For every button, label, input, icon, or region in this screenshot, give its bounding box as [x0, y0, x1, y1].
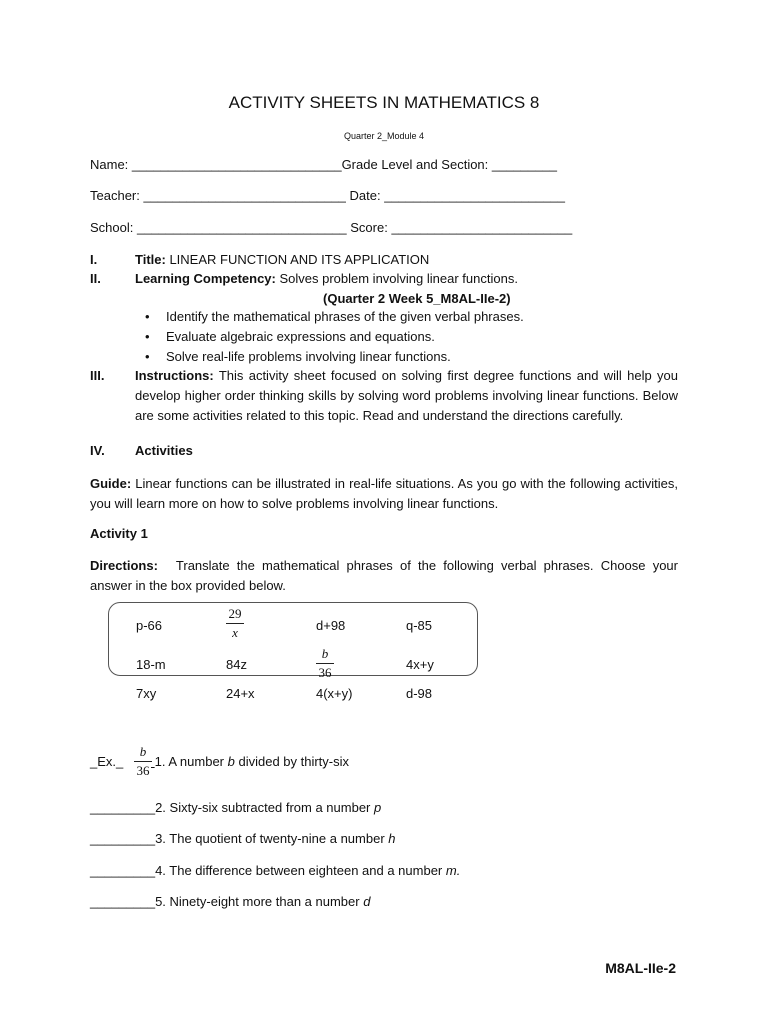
fraction-denominator: 36 [136, 763, 150, 778]
directions-text: Translate the mathematical phrases of the following verbal phrases. Choose your answer in the box provided below. [90, 558, 678, 593]
fraction-bar [134, 761, 152, 762]
answer-blank[interactable]: _________ [90, 831, 156, 846]
question-item-5 [90, 894, 370, 909]
page-title: ACTIVITY SHEETS IN MATHEMATICS 8 [228, 93, 540, 112]
question-variable: m. [445, 863, 461, 878]
bullet-item [145, 349, 451, 364]
fraction-numerator: b [321, 646, 329, 661]
section-title-label: Title: [135, 252, 166, 267]
answer-blank[interactable]: _________ [90, 894, 156, 909]
bullet-item [145, 309, 524, 324]
instructions-text: This activity sheet focused on solving first degree functions and will help you develop higher order thinking skills by solving word problems involving linear functions. Below are some activities related to this topic. Read and understand the directions carefully. [135, 368, 678, 423]
fraction-bar [226, 623, 244, 624]
choice-4(x+y): 4(x+y) [316, 686, 353, 701]
question-text: 5. Ninety-eight more than a number [155, 894, 364, 909]
bullet-dot: • [145, 309, 150, 324]
choice-18-m: 18-m [136, 657, 166, 672]
example-variable: b [227, 754, 235, 769]
section-title-text: LINEAR FUNCTION AND ITS APPLICATION [165, 252, 430, 267]
choice-d+98: d+98 [316, 618, 346, 633]
section-title [135, 252, 429, 267]
fraction-bar [316, 663, 334, 664]
competency-code: (Quarter 2 Week 5_M8AL-IIe-2) [323, 291, 511, 306]
activities-heading: Activities [135, 443, 193, 458]
example-tail: divided by thirty-six [234, 754, 350, 769]
directions-label: Directions: [90, 558, 158, 573]
question-variable: d [363, 894, 371, 909]
fraction-numerator: b [139, 744, 147, 759]
choice-p-66: p-66 [136, 618, 163, 633]
fraction-numerator: 29 [228, 606, 242, 621]
fraction-denominator: x [232, 625, 238, 640]
choice-84z: 84z [226, 657, 247, 672]
example-text: 1. A number [154, 754, 228, 769]
bullet-text: Solve real-life problems involving linear functions. [166, 349, 451, 364]
choice-7xy: 7xy [136, 686, 157, 701]
module-subtitle: Quarter 2_Module 4 [343, 131, 425, 141]
example-answer-fraction [134, 744, 152, 779]
bullet-dot: • [145, 329, 150, 344]
choice-fraction-29-x [226, 606, 244, 641]
guide-label: Guide: [90, 476, 132, 491]
teacher-date-field[interactable]: Teacher: ____________________________ Date: _________________________ [90, 188, 565, 203]
section-number-4: IV. [90, 443, 105, 458]
activity-1-heading: Activity 1 [90, 526, 148, 541]
question-text: 4. The difference between eighteen and a number [155, 863, 446, 878]
question-item-3 [90, 831, 396, 846]
section-number-1: I. [90, 252, 98, 267]
guide-paragraph [90, 474, 678, 514]
learning-competency-label: Learning Competency: [135, 271, 276, 286]
answer-blank[interactable]: _________ [90, 863, 156, 878]
section-number-3: III. [90, 368, 105, 383]
question-variable: p [374, 800, 382, 815]
learning-competency-text: Solves problem involving linear functions. [275, 271, 518, 286]
section-number-2: II. [90, 271, 101, 286]
question-variable: h [388, 831, 396, 846]
question-text: 2. Sixty-six subtracted from a number [155, 800, 374, 815]
bullet-item [145, 329, 435, 344]
instructions-label: Instructions: [135, 368, 214, 383]
choice-24+x: 24+x [226, 686, 255, 701]
directions-paragraph [90, 556, 678, 596]
bullet-text: Identify the mathematical phrases of the given verbal phrases. [166, 309, 524, 324]
answer-blank[interactable]: _________ [90, 800, 156, 815]
choice-d-98: d-98 [406, 686, 433, 701]
choice-4x+y: 4x+y [406, 657, 434, 672]
choice-q-85: q-85 [406, 618, 433, 633]
bullet-dot: • [145, 349, 150, 364]
example-item-text [151, 754, 349, 769]
fraction-denominator: 36 [318, 665, 332, 680]
school-score-field[interactable]: School: _____________________________ Score: _________________________ [90, 220, 573, 235]
bullet-text: Evaluate algebraic expressions and equations. [166, 329, 435, 344]
guide-text: Linear functions can be illustrated in real-life situations. As you go with the following activities, you will learn more on how to solve problems involving linear functions. [90, 476, 678, 511]
question-text: 3. The quotient of twenty-nine a number [155, 831, 389, 846]
choice-fraction-b-36 [316, 646, 334, 681]
question-item-4 [90, 863, 460, 878]
footer-code: M8AL-IIe-2 [605, 960, 676, 976]
name-grade-field[interactable]: Name: _____________________________Grade Level and Section: _________ [90, 157, 557, 172]
instructions-paragraph [135, 366, 678, 426]
learning-competency [135, 271, 518, 286]
question-item-2 [90, 800, 381, 815]
example-prefix: _Ex._ [90, 754, 124, 769]
